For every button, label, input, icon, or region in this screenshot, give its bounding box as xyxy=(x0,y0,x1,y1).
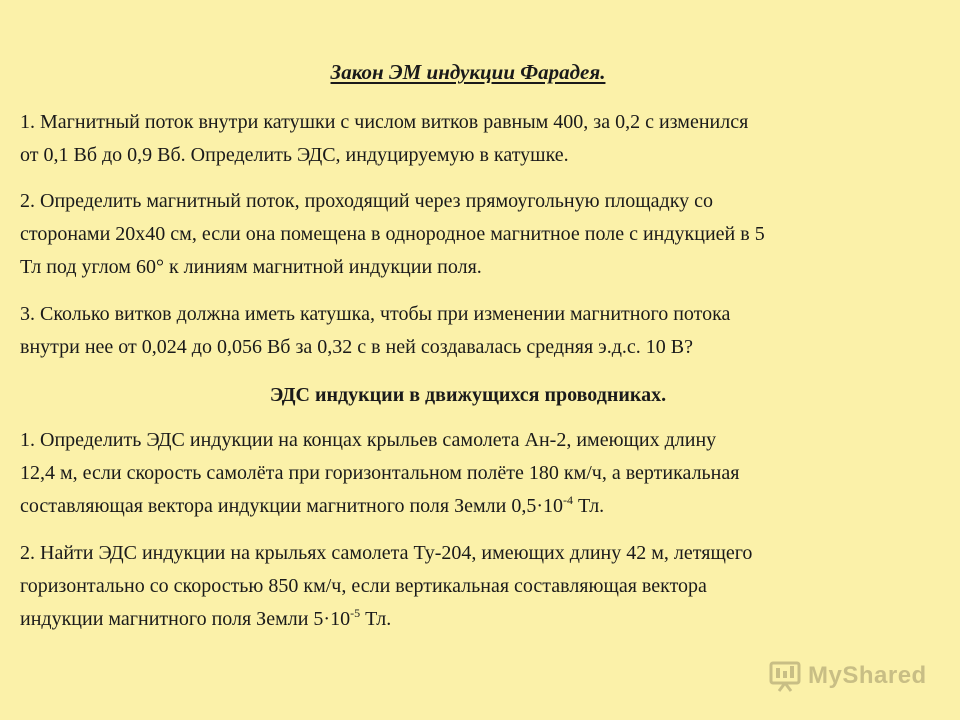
problem-line: 1. Магнитный поток внутри катушки с числом витков равным 400, за 0,2 с изменился xyxy=(20,111,749,133)
watermark-brand: MyShared xyxy=(808,662,927,689)
problem-line xyxy=(20,490,920,523)
problem-line: 1. Определить ЭДС индукции на концах крыльев самолета Ан-2, имеющих длину xyxy=(20,429,717,451)
presentation-board-icon xyxy=(768,659,802,693)
problem-line: внутри нее от 0,024 до 0,056 Вб за 0,32 с в ней создавалась средняя э.д.с. 10 В? xyxy=(20,336,694,358)
problem-line: 12,4 м, если скорость самолёта при горизонтальном полёте 180 км/ч, а вертикальная xyxy=(20,462,740,484)
slide-title: Закон ЭМ индукции Фарадея. xyxy=(330,60,606,84)
problem-2-2 xyxy=(20,537,920,636)
exponent: -4 xyxy=(562,493,573,507)
section-heading: ЭДС индукции в движущихся проводниках. xyxy=(269,384,667,406)
watermark xyxy=(768,656,927,696)
problem-line: 2. Найти ЭДС индукции на крыльях самолета Ту-204, имеющих длину 42 м, летящего xyxy=(20,542,753,564)
problem-line: Тл под углом 60° к линиям магнитной индукции поля. xyxy=(20,256,482,278)
problem-line: 2. Определить магнитный поток, проходящий через прямоугольную площадку со xyxy=(20,190,714,212)
problem-1-3 xyxy=(20,298,920,364)
problem-1-1 xyxy=(20,106,920,172)
problem-1-2 xyxy=(20,185,920,284)
problem-line: от 0,1 Вб до 0,9 Вб. Определить ЭДС, индуцируемую в катушке. xyxy=(20,144,569,166)
problem-line: сторонами 20х40 см, если она помещена в однородное магнитное поле с индукцией в 5 xyxy=(20,223,765,245)
text-run: Тл. xyxy=(572,495,605,517)
text-run: Тл. xyxy=(360,608,392,630)
problem-2-1 xyxy=(20,424,920,523)
problem-line: горизонтально со скоростью 850 км/ч, если вертикальная составляющая вектора xyxy=(20,575,707,597)
text-run: индукции магнитного поля Земли 5·10 xyxy=(20,608,351,630)
problem-line: 3. Сколько витков должна иметь катушка, чтобы при изменении магнитного потока xyxy=(20,303,731,325)
problem-line xyxy=(20,603,920,636)
exponent: -5 xyxy=(350,606,361,620)
text-run: составляющая вектора индукции магнитного поля Земли 0,5·10 xyxy=(20,495,563,517)
